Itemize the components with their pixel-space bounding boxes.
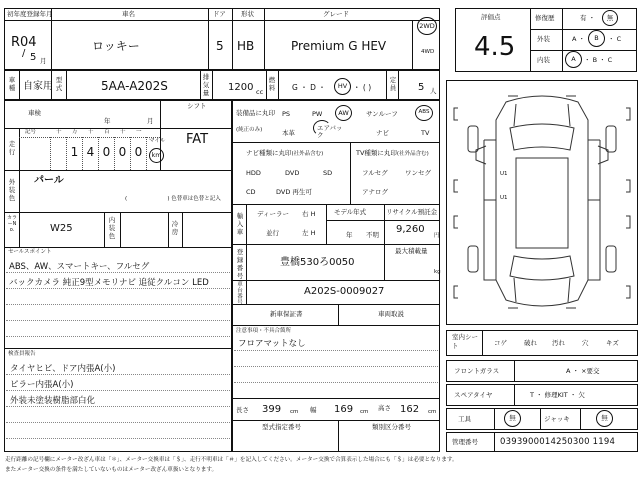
ext-grade-b-circle: B xyxy=(588,30,605,47)
damage-mark-u1: U1 xyxy=(500,171,508,177)
first-reg-month-unit: 月 xyxy=(40,57,47,65)
mileage-digit: 0 xyxy=(102,145,111,159)
height-label: 高さ xyxy=(378,404,391,412)
repair-label: 修復歴 xyxy=(535,14,555,22)
model-year-unknown: 不明 xyxy=(366,231,379,239)
inspector-notes-line2: ピラー内張A(小) xyxy=(10,380,74,390)
import-dealer: ディーラー xyxy=(257,210,289,218)
first-reg-year: R04 xyxy=(11,35,37,50)
max-load-label: 最大積載量 xyxy=(395,247,428,255)
fuel-label: 燃料 xyxy=(268,76,276,92)
shift-label: シフト xyxy=(187,102,207,110)
mileage-mile-unit: マイル xyxy=(149,138,166,144)
tools-none-circle: 無 xyxy=(504,410,521,427)
model-label: 型式 xyxy=(55,76,63,92)
caution-label: 注意事項・不具合箇所 xyxy=(236,328,292,334)
front-glass-label: フロントガラス xyxy=(454,367,500,375)
equip-leather: 本革 xyxy=(282,129,295,137)
new-car-warranty: 新車保証書 xyxy=(270,310,303,318)
navi-label: ナビ種類に丸印(社外品含む) xyxy=(246,149,324,157)
equip-aw-circle: AW xyxy=(335,105,352,121)
inspection-year-unit: 年 xyxy=(104,117,111,125)
equip-airbag-circle: エアバック xyxy=(317,124,343,139)
score-label: 評価点 xyxy=(481,13,501,21)
reg-no-label: 登録番号 xyxy=(236,248,244,280)
color-no-value: W25 xyxy=(50,223,73,234)
equip-pw: PW xyxy=(312,110,323,118)
navi-hdd: HDD xyxy=(246,169,261,177)
car-diagram xyxy=(446,80,638,325)
tv-analog: アナログ xyxy=(362,188,388,196)
length-label: 長さ xyxy=(236,406,249,414)
score-value: 4.5 xyxy=(474,32,516,62)
drive-2wd-circle: 2WD xyxy=(417,17,437,35)
tv-label: TV種類に丸印(社外品含む) xyxy=(356,149,429,157)
airbag-mark xyxy=(313,120,331,136)
navi-cd: CD xyxy=(246,188,256,196)
reg-no-value: 豊橋530ろ0050 xyxy=(280,257,355,268)
inspection-month-unit: 月 xyxy=(147,117,154,125)
equip-ps: PS xyxy=(282,110,291,118)
chassis-label: 車台番号 xyxy=(237,282,243,306)
vehicle-manual: 車両取説 xyxy=(378,310,404,318)
repair-none-circle: 無 xyxy=(602,10,618,26)
capacity-value: 5 xyxy=(418,82,425,93)
type-designation-label: 型式指定番号 xyxy=(262,423,301,431)
color-no-label: カラーNo. xyxy=(6,215,17,233)
shape-value: HB xyxy=(237,39,255,53)
jack-none-circle: 無 xyxy=(596,410,613,427)
footer-line2: またメーター交換の条件を満たしていないものはメーター改ざん車扱いとなります。 xyxy=(5,467,218,473)
equip-tv: TV xyxy=(421,129,430,137)
ext-grade-c: ・ C xyxy=(608,35,622,43)
sheet-burn: コゲ xyxy=(494,339,507,347)
sheet-tear: 破れ xyxy=(524,339,537,347)
chassis-value: A202S-0009027 xyxy=(304,286,385,297)
use-value: 自家用 xyxy=(23,81,53,92)
exterior-color-value: パール xyxy=(34,175,64,186)
mgmt-value: 0393900014250300 1194 xyxy=(500,437,616,447)
sales-points-line1: ABS、AW、スマートキー、フルセグ xyxy=(9,262,150,272)
fuel-other: ・ ( ) xyxy=(353,83,372,92)
mileage-note-label: 記号 xyxy=(25,129,37,135)
width-value: 169 xyxy=(334,404,354,415)
footer-line1: 走行距離の記号欄にメーター改ざん車は「＊」、メーター交換車は「＄」、走行不明車は「＃」を記入してください。メーター交換で合算表示した場合にも「＄」は必要となります。 xyxy=(5,457,458,463)
model-value: 5AA-A202S xyxy=(101,79,168,93)
int-grade-a-circle: A xyxy=(565,51,582,68)
height-unit: cm xyxy=(428,409,437,415)
height-value: 162 xyxy=(400,404,420,415)
int-grade-rest: ・ B ・ C xyxy=(584,56,613,64)
front-glass-value: A ・ ×要交 xyxy=(566,367,600,375)
tools-label: 工具 xyxy=(458,415,471,423)
class-number-label: 類別区分番号 xyxy=(372,423,411,431)
repair-options: 有 ・ xyxy=(580,14,596,22)
displacement-unit: cc xyxy=(256,88,264,96)
fuel-options: G ・ D ・ xyxy=(292,83,326,92)
grade-label: グレード xyxy=(323,10,349,18)
length-unit: cm xyxy=(290,409,299,415)
fuel-hv-circle: HV xyxy=(334,78,351,95)
import-right: 右 H xyxy=(302,210,316,218)
import-label: 輸入車 xyxy=(236,212,244,236)
spare-tire-value: T ・ 修理KIT ・ 欠 xyxy=(530,391,585,399)
navi-dvd-play: DVD 再生可 xyxy=(276,188,312,196)
damage-mark-u1-lower: U1 xyxy=(500,195,508,201)
door-label: ドア xyxy=(213,10,226,18)
shape-label: 形状 xyxy=(241,10,254,18)
navi-dvd: DVD xyxy=(285,169,300,177)
mileage-digit: 0 xyxy=(118,145,127,159)
use-label: 車種 xyxy=(8,76,16,92)
inspector-notes-label: 検査員報告 xyxy=(8,351,36,357)
equip-sunroof: サンルーフ xyxy=(366,110,398,118)
car-name-label: 車名 xyxy=(122,10,135,18)
spare-tire-label: スペアタイヤ xyxy=(454,391,493,399)
mileage-digit: 1 xyxy=(70,145,79,159)
reg-row xyxy=(4,70,440,100)
first-reg-month: 5 xyxy=(30,52,37,63)
recycle-value: 9,260 xyxy=(396,224,425,235)
import-parallel: 並行 xyxy=(266,229,279,237)
sheet-hole: 穴 xyxy=(582,339,589,347)
sales-points-label: セールスポイント xyxy=(8,249,52,255)
ext-grade-a: A ・ xyxy=(572,35,586,43)
max-load-unit: kg xyxy=(434,269,441,275)
inspector-notes-line3: 外装未塗装樹脂部白化 xyxy=(10,396,96,406)
mileage-digit: 4 xyxy=(86,145,95,159)
capacity-unit: 人 xyxy=(430,87,437,95)
ext-grade-label: 外装 xyxy=(537,35,550,43)
drive-4wd-label: 4WD xyxy=(421,49,435,55)
sheet-scratch: キズ xyxy=(606,339,619,347)
shift-value: FAT xyxy=(186,132,209,147)
tv-fullseg: フルセグ xyxy=(362,169,388,177)
doors-value: 5 xyxy=(216,39,224,53)
displacement-label: 排気量 xyxy=(202,73,210,97)
displacement-value: 1200 xyxy=(228,82,254,93)
recycle-label: リサイクル預託金 xyxy=(386,208,438,216)
width-label: 幅 xyxy=(310,406,317,414)
capacity-label: 定員 xyxy=(389,76,397,92)
mileage-km-circle: km xyxy=(149,148,164,163)
first-reg-label: 初年度登録年月 xyxy=(7,10,53,18)
jack-label: ジャッキ xyxy=(544,415,570,423)
interior-color-label: 内装色 xyxy=(108,216,116,240)
car-name-value: ロッキー xyxy=(92,39,140,53)
equip-abs-circle: ABS xyxy=(415,105,433,121)
interior-sheet-label: 室内シート xyxy=(452,333,478,350)
ac-label: 冷房 xyxy=(171,220,179,236)
sheet-stain: 汚れ xyxy=(552,339,565,347)
year-separator: / xyxy=(22,48,26,59)
equipment-label: 装備品に丸印 xyxy=(236,109,275,117)
inspection-label: 車検 xyxy=(28,109,41,117)
grade-value: Premium G HEV xyxy=(291,39,387,53)
model-year-label: モデル年式 xyxy=(334,208,367,216)
equip-navi: ナビ xyxy=(376,129,389,137)
length-value: 399 xyxy=(262,404,282,415)
model-year-unit: 年 xyxy=(346,231,353,239)
import-left: 左 H xyxy=(302,229,316,237)
inspector-notes-line1: タイヤヒビ、ドア内張A(小) xyxy=(10,364,116,374)
recycle-unit: 円 xyxy=(434,233,440,239)
exterior-color-note: ( ) 色替車は色替と記入 xyxy=(125,196,221,202)
caution-value: フロアマットなし xyxy=(238,339,306,349)
equipment-sub: (純正のみ) xyxy=(236,127,263,133)
mileage-digit: 0 xyxy=(134,145,143,159)
navi-sd: SD xyxy=(323,169,333,177)
tv-oneseg: ワンセグ xyxy=(405,169,431,177)
width-unit: cm xyxy=(360,409,369,415)
sales-points-line2: バックカメラ 純正9型メモリナビ 追従クルコン LED xyxy=(9,278,209,288)
mgmt-label: 管理番号 xyxy=(452,438,478,446)
mileage-label: 走行 xyxy=(8,140,16,156)
exterior-color-label: 外装色 xyxy=(8,178,16,202)
int-grade-label: 内装 xyxy=(537,56,550,64)
